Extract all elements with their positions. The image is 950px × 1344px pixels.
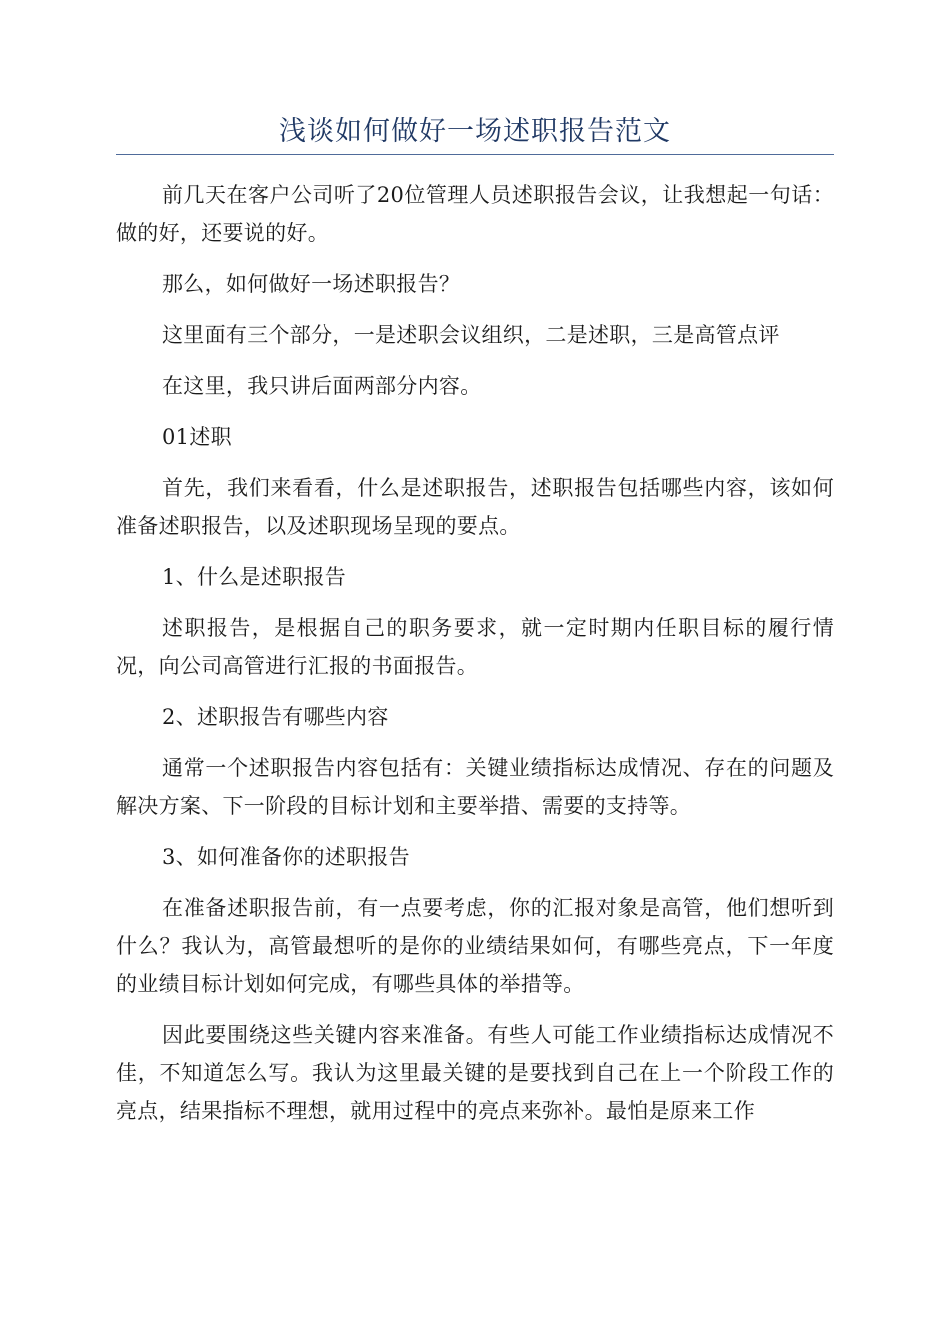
paragraph-focus: 因此要围绕这些关键内容来准备。有些人可能工作业绩指标达成情况不佳，不知道怎么写。我认为这里最关键的是要找到自己在上一个阶段工作的亮点，结果指标不理想，就用过程中的亮点来弥补。最怕是原来工作 xyxy=(116,1023,834,1123)
subheading-1: 1、什么是述职报告 xyxy=(162,565,347,589)
paragraph-overview: 首先，我们来看看，什么是述职报告，述职报告包括哪些内容，该如何准备述职报告，以及述职现场呈现的要点。 xyxy=(116,476,834,538)
section-heading-01: 01述职 xyxy=(162,425,232,449)
paragraph-scope: 在这里，我只讲后面两部分内容。 xyxy=(162,374,482,398)
title-underline xyxy=(116,154,834,155)
subheading-3: 3、如何准备你的述职报告 xyxy=(162,845,410,869)
paragraph-definition: 述职报告，是根据自己的职务要求，就一定时期内任职目标的履行情况，向公司高管进行汇报的书面报告。 xyxy=(116,616,834,678)
document-body xyxy=(116,176,834,1143)
paragraph-three-parts: 这里面有三个部分，一是述职会议组织，二是述职，三是高管点评 xyxy=(162,323,780,347)
paragraph-contents: 通常一个述职报告内容包括有：关键业绩指标达成情况、存在的问题及解决方案、下一阶段的目标计划和主要举措、需要的支持等。 xyxy=(116,756,834,818)
paragraph-intro: 前几天在客户公司听了20位管理人员述职报告会议，让我想起一句话：做的好，还要说的好。 xyxy=(116,183,834,245)
document-title: 浅谈如何做好一场述职报告范文 xyxy=(279,116,671,147)
subheading-2: 2、述职报告有哪些内容 xyxy=(162,705,389,729)
paragraph-preparation: 在准备述职报告前，有一点要考虑，你的汇报对象是高管，他们想听到什么？我认为，高管最想听的是你的业绩结果如何，有哪些亮点，下一年度的业绩目标计划如何完成，有哪些具体的举措等。 xyxy=(116,896,834,996)
paragraph-question: 那么，如何做好一场述职报告？ xyxy=(162,272,461,296)
